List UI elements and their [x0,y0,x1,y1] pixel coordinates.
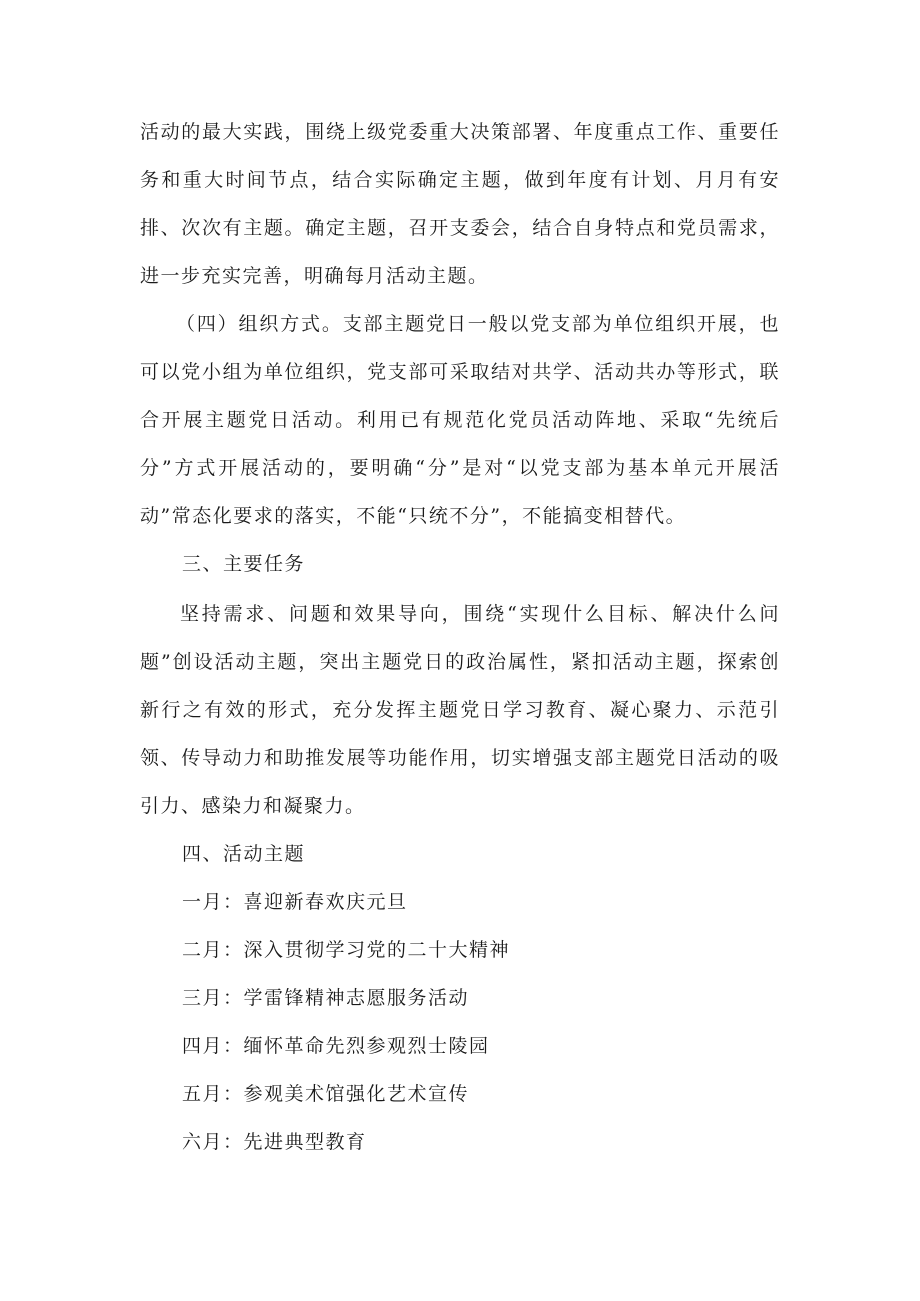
month-theme-item: 六月：先进典型教育 [182,1131,367,1153]
paragraph-main-tasks: 坚持需求、问题和效果导向，围绕“实现什么目标、解决什么问题”创设活动主题，突出主题党日的政治属性，紧扣活动主题，探索创新行之有效的形式，充分发挥主题党日学习教育、凝心聚力、示范引领、传导动力和助推发展等功能作用，切实增强支部主题党日活动的吸引力、感染力和凝聚力。 [140,603,780,817]
section-heading-main-tasks: 三、主要任务 [182,553,306,575]
paragraph-organization-method: （四）组织方式。支部主题党日一般以党支部为单位组织开展，也可以党小组为单位组织，党支部可采取结对共学、活动共办等形式，联合开展主题党日活动。利用已有规范化党员活动阵地、采取“先统后分”方式开展活动的，要明确“分”是对“以党支部为基本单元开展活动”常态化要求的落实，不能“只统不分”，不能搞变相替代。 [140,313,780,527]
section-heading-activity-themes: 四、活动主题 [182,843,306,865]
month-theme-item: 四月：缅怀革命先烈参观烈士陵园 [182,1035,490,1057]
month-theme-item: 二月：深入贯彻学习党的二十大精神 [182,939,511,961]
month-theme-item: 五月：参观美术馆强化艺术宣传 [182,1083,470,1105]
month-theme-item: 三月：学雷锋精神志愿服务活动 [182,987,470,1009]
paragraph-theme-planning: 活动的最大实践，围绕上级党委重大决策部署、年度重点工作、重要任务和重大时间节点，结合实际确定主题，做到年度有计划、月月有安排、次次有主题。确定主题，召开支委会，结合自身特点和党员需求，进一步充实完善，明确每月活动主题。 [140,121,780,287]
month-theme-item: 一月：喜迎新春欢庆元旦 [182,891,408,913]
